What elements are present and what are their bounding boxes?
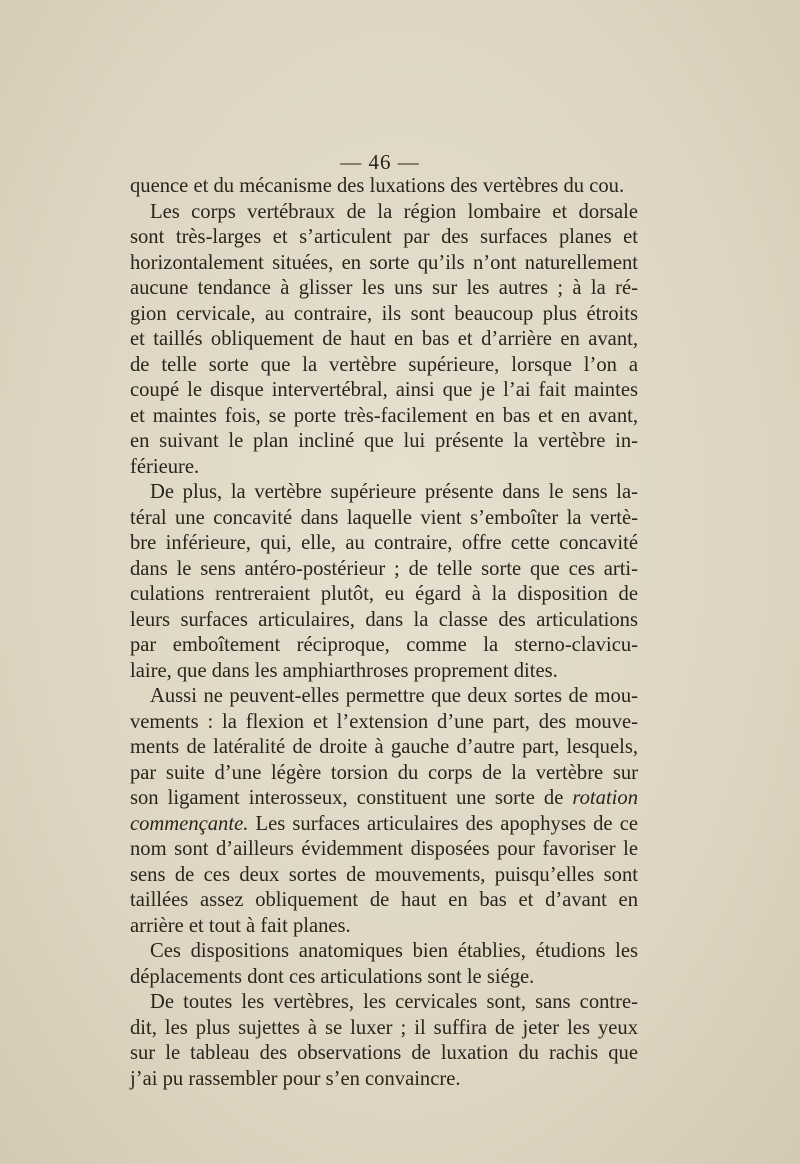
text-line: taillées assez obliquement de haut en bas et d’avant en [130,889,638,911]
text-line: et taillés obliquement de haut en bas et d’arrière en avant, [130,328,638,350]
text-line: dit, les plus sujettes à se luxer ; il suffira de jeter les yeux [130,1016,638,1039]
text-line: De toutes les vertèbres, les cervicales sont, sans contre- [150,991,638,1013]
text-line: sens de ces deux sortes de mouvements, puisqu’elles sont [130,863,638,886]
text-line: quence et du mécanisme des luxations des vertèbres du cou. [130,175,625,197]
text-line: téral une concavité dans laquelle vient s’emboîter la vertè- [130,506,638,529]
text-line: j’ai pu rassembler pour s’en convaincre. [130,1067,461,1090]
text-line: bre inférieure, qui, elle, au contraire, offre cette concavité [130,532,638,554]
text-line: sur le tableau des observations de luxation du rachis que [130,1042,638,1064]
text-line: par emboîtement réciproque, comme la sterno-clavicu- [130,634,638,656]
text-line: laire, que dans les amphiarthroses proprement dites. [130,659,558,682]
text-line: Ces dispositions anatomiques bien établies, étudions les [150,940,638,962]
text-line: gion cervicale, au contraire, ils sont beaucoup plus étroits [130,302,638,325]
text-line: en suivant le plan incliné que lui présente la vertèbre in- [130,430,638,452]
text-line: dans le sens antéro-postérieur ; de telle sorte que ces arti- [130,557,638,580]
body-text [130,174,638,1092]
text-line: son ligament interosseux, constituent une sorte de rotation [130,787,638,809]
text-line: Aussi ne peuvent-elles permettre que deux sortes de mou- [150,685,638,707]
text-line: par suite d’une légère torsion du corps de la vertèbre sur [130,761,638,784]
text-line: vements : la flexion et l’extension d’une part, des mouve- [130,710,638,733]
text-line: de telle sorte que la vertèbre supérieure, lorsque l’on a [130,353,638,376]
text-line: férieure. [130,455,200,478]
text-line: leurs surfaces articulaires, dans la classe des articulations [130,608,638,631]
text-line: arrière et tout à fait planes. [130,914,351,937]
text-line: horizontalement situées, en sorte qu’ils n’ont naturellement [130,251,638,274]
text-line: ments de latéralité de droite à gauche d’autre part, lesquels, [130,736,638,758]
text-line: aucune tendance à glisser les uns sur les autres ; à la ré- [130,277,638,299]
text-line: coupé le disque intervertébral, ainsi que je l’ai fait maintes [130,379,638,401]
text-line: commençante. Les surfaces articulaires des apophyses de ce [130,812,638,835]
text-line: déplacements dont ces articulations sont le siége. [130,965,535,988]
text-line: culations rentreraient plutôt, eu égard à la disposition de [130,583,638,605]
text-line: Les corps vertébraux de la région lombaire et dorsale [150,200,638,223]
text-line: et maintes fois, se porte très-facilement en bas et en avant, [130,404,638,427]
page-number: — 46 — [340,150,420,174]
text-line: De plus, la vertèbre supérieure présente dans le sens la- [150,481,638,503]
text-line: sont très-larges et s’articulent par des surfaces planes et [130,226,638,248]
text-line: nom sont d’ailleurs évidemment disposées pour favoriser le [130,838,638,860]
